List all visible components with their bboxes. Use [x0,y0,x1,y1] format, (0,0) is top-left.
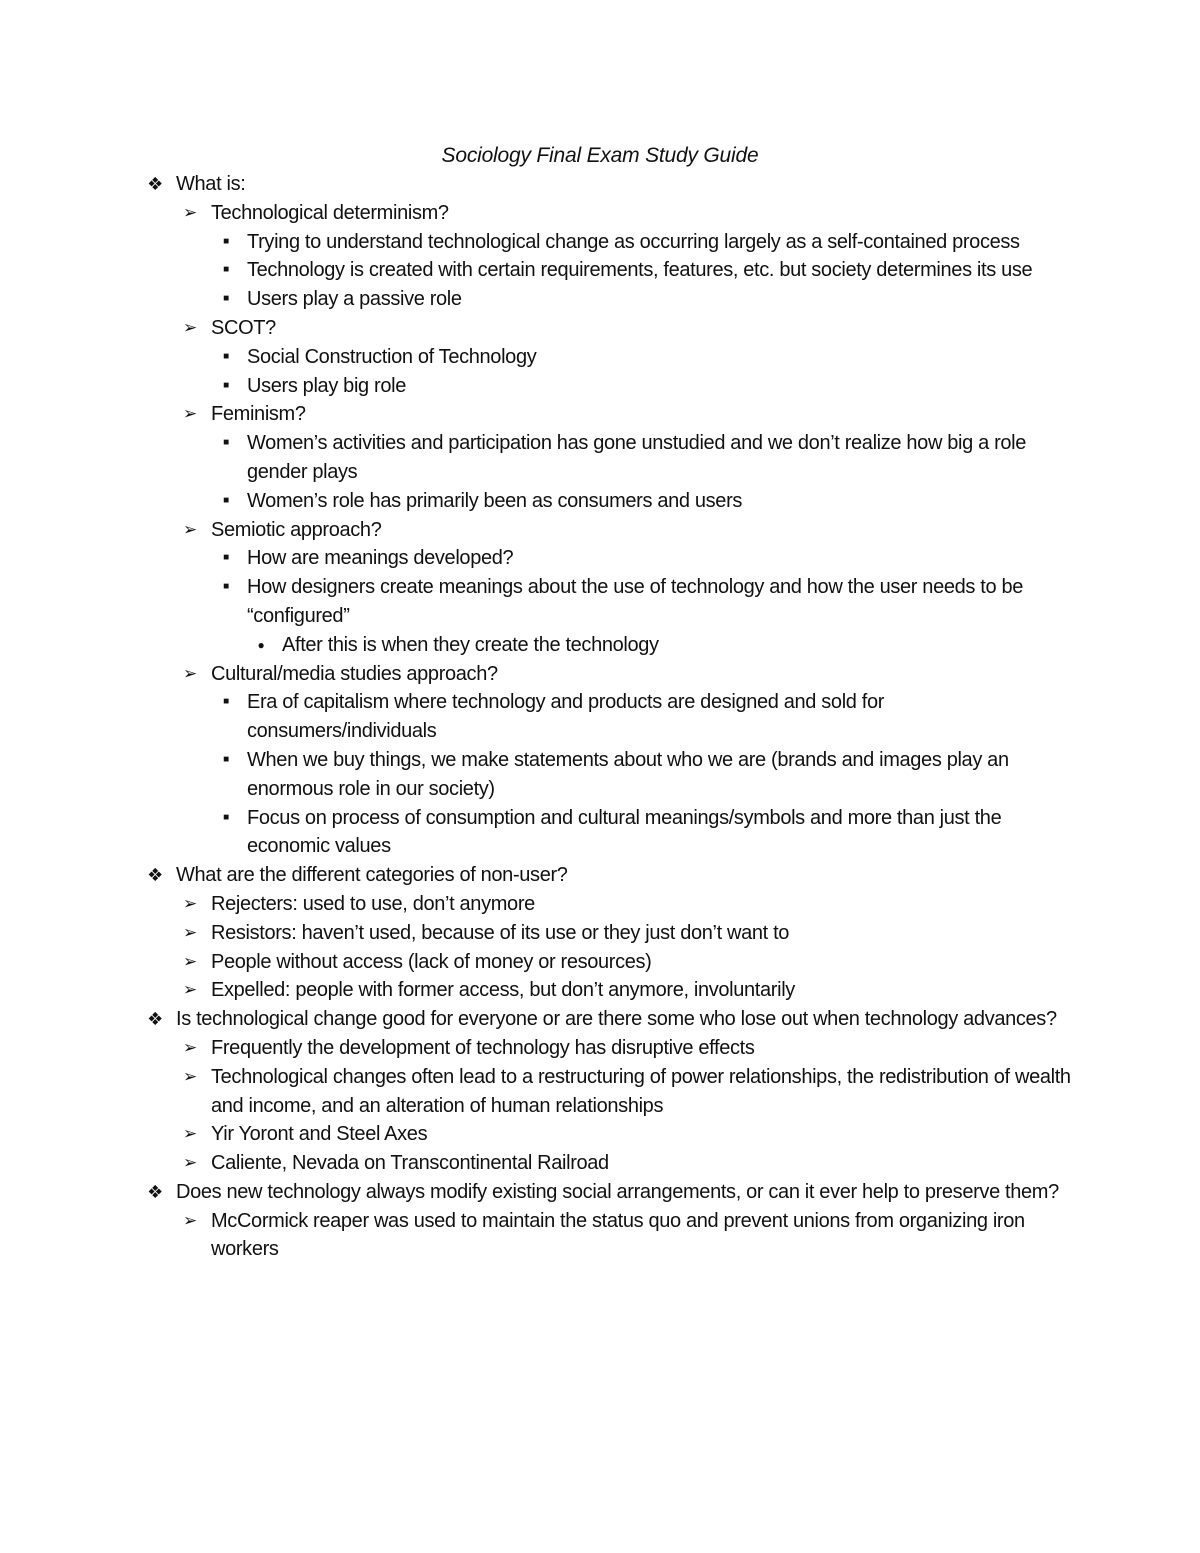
outline-item-level-3 [223,228,1077,257]
outline-item-level-3 [223,746,1077,804]
arrowhead-bullet-icon: ➢ [183,1124,197,1144]
round-bullet-icon: ● [257,637,265,652]
arrowhead-bullet-icon: ➢ [183,980,197,1000]
outline-item-text: Women’s activities and participation has gone unstudied and we don’t realize how big a role gender plays [247,432,1027,483]
outline-item-text: Technological determinism? [211,201,449,224]
outline-item-text: McCormick reaper was used to maintain the status quo and prevent unions from organizing iron workers [211,1209,1025,1261]
outline-item-text: SCOT? [211,316,276,339]
outline-item-level-2 [183,890,1071,919]
arrowhead-bullet-icon: ➢ [183,951,197,971]
outline-item-level-3 [223,285,1077,314]
diamond-cluster-bullet-icon: ❖ [147,1009,163,1030]
arrowhead-bullet-icon: ➢ [183,317,197,337]
outline-item-level-2 [183,1120,1071,1149]
diamond-cluster-bullet-icon: ❖ [147,865,163,886]
outline-item-level-2 [183,400,1071,429]
diamond-cluster-bullet-icon: ❖ [147,174,163,194]
page-title: Sociology Final Exam Study Guide [441,144,759,167]
outline-item-text: Women’s role has primarily been as consumers and users [247,489,743,512]
diamond-cluster-bullet-icon: ❖ [147,1181,163,1202]
study-guide-outline [0,170,1200,1264]
square-bullet-icon: ■ [223,552,229,564]
outline-item-text: How designers create meanings about the use of technology and how the user needs to be “configured” [247,576,1023,627]
outline-item-level-1 [147,1178,1066,1207]
outline-item-level-2 [183,1149,1071,1178]
square-bullet-icon: ■ [223,264,229,276]
outline-item-text: Yir Yoront and Steel Axes [211,1123,428,1146]
outline-item-level-2 [183,1034,1071,1063]
outline-item-text: Users play a passive role [247,288,462,311]
square-bullet-icon: ■ [223,753,229,765]
outline-item-level-3 [223,804,1077,862]
outline-item-level-2 [183,516,1071,545]
outline-item-text: Feminism? [211,403,306,426]
outline-item-text: Caliente, Nevada on Transcontinental Railroad [211,1152,609,1175]
outline-item-text: Is technological change good for everyone or are there some who lose out when technology advances? [176,1008,1057,1031]
outline-item-text: Semiotic approach? [211,518,382,541]
square-bullet-icon: ■ [223,379,229,391]
arrowhead-bullet-icon: ➢ [183,519,197,539]
outline-item-text: What are the different categories of non-user? [176,864,568,887]
outline-item-text: When we buy things, we make statements about who we are (brands and images play an enormous role in our society) [247,748,1009,800]
outline-item-level-3 [223,372,1077,401]
outline-item-text: Trying to understand technological change as occurring largely as a self-contained process [247,230,1020,253]
outline-item-text: What is: [176,173,246,195]
outline-item-text: Resistors: haven’t used, because of its use or they just don’t want to [211,921,790,944]
outline-item-level-2 [183,199,1071,228]
outline-item-text: Cultural/media studies approach? [211,662,498,685]
arrowhead-bullet-icon: ➢ [183,1037,197,1057]
square-bullet-icon: ■ [223,235,229,247]
outline-item-text: Focus on process of consumption and cultural meanings/symbols and more than just the economic values [247,806,1002,858]
outline-item-level-3 [223,688,1077,746]
outline-item-text: Frequently the development of technology has disruptive effects [211,1036,755,1059]
outline-item-level-3 [223,429,1077,487]
outline-item-text: Expelled: people with former access, but don’t anymore, involuntarily [211,979,795,1002]
arrowhead-bullet-icon: ➢ [183,922,197,942]
arrowhead-bullet-icon: ➢ [183,893,197,913]
outline-item-level-3 [223,487,1077,516]
outline-item-text: Users play big role [247,374,406,397]
outline-item-text: People without access (lack of money or resources) [211,950,652,973]
outline-item-level-4 [257,631,1072,660]
outline-item-level-2 [183,976,1071,1005]
arrowhead-bullet-icon: ➢ [183,202,197,222]
outline-item-text: Does new technology always modify existing social arrangements, or can it ever help to preserve them? [176,1180,1059,1203]
arrowhead-bullet-icon: ➢ [183,663,197,683]
outline-item-text: Era of capitalism where technology and products are designed and sold for consumers/individuals [247,691,885,743]
arrowhead-bullet-icon: ➢ [183,1066,197,1086]
arrowhead-bullet-icon: ➢ [183,1153,197,1173]
outline-item-level-2 [183,919,1071,948]
arrowhead-bullet-icon: ➢ [183,1210,197,1230]
outline-item-level-2 [183,948,1071,977]
square-bullet-icon: ■ [223,437,229,449]
outline-item-text: After this is when they create the technology [282,633,659,656]
outline-item-text: Rejecters: used to use, don’t anymore [211,892,535,915]
square-bullet-icon: ■ [223,293,229,305]
outline-item-text: How are meanings developed? [247,547,514,570]
square-bullet-icon: ■ [223,581,229,593]
outline-item-text: Technology is created with certain requirements, features, etc. but society determines its use [247,259,1033,282]
square-bullet-icon: ■ [223,494,229,506]
square-bullet-icon: ■ [223,350,229,362]
outline-item-level-2 [183,314,1071,343]
outline-item-level-1 [147,861,1066,890]
outline-item-level-2 [183,660,1071,689]
outline-item-level-3 [223,544,1077,573]
arrowhead-bullet-icon: ➢ [183,404,197,424]
outline-item-level-1 [147,1005,1066,1034]
outline-item-level-1 [147,170,1066,199]
outline-item-level-3 [223,573,1077,631]
outline-item-text: Social Construction of Technology [247,345,537,368]
outline-item-level-3 [223,256,1077,285]
square-bullet-icon: ■ [223,696,229,708]
square-bullet-icon: ■ [223,811,229,823]
outline-item-level-3 [223,343,1077,372]
outline-item-level-2 [183,1063,1071,1121]
outline-item-level-2 [183,1207,1071,1265]
outline-item-text: Technological changes often lead to a restructuring of power relationships, the redistribution of wealth and income, and an alteration of human relationships [211,1065,1071,1117]
